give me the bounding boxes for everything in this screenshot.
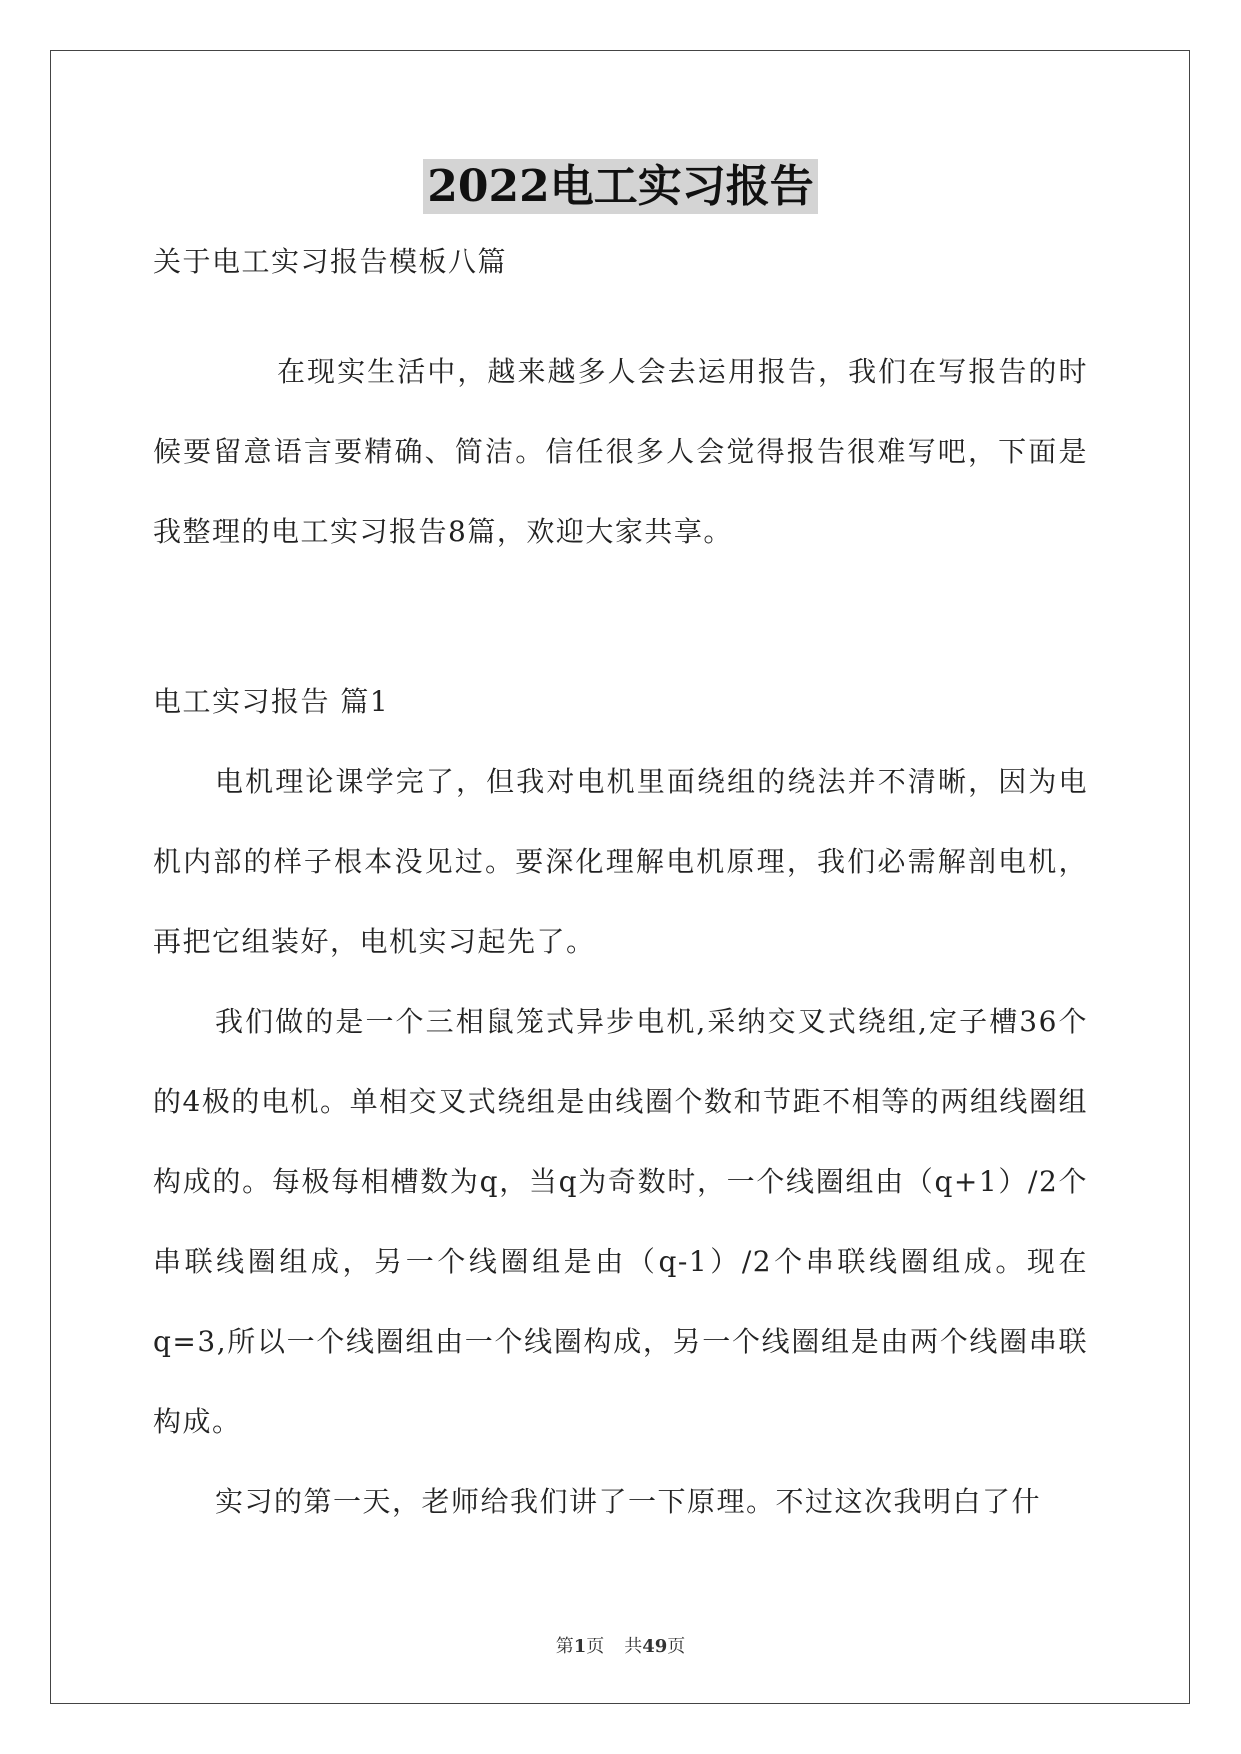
document-title: [0, 150, 1241, 214]
intro-paragraph: 在现实生活中，越来越多人会去运用报告，我们在写报告的时候要留意语言要精确、简洁。信任很多人会觉得报告很难写吧，下面是我整理的电工实习报告8篇，欢迎大家共享。: [153, 355, 1088, 548]
page-footer: [0, 1632, 1241, 1658]
page-prefix: 第: [555, 1636, 574, 1657]
total-prefix: 共: [624, 1636, 643, 1657]
body-paragraph-1: 电机理论课学完了，但我对电机里面绕组的绕法并不清晰，因为电机内部的样子根本没见过。要深化理解电机原理，我们必需解剖电机，再把它组装好，电机实习起先了。: [153, 765, 1088, 958]
document-title-text: 2022电工实习报告: [423, 159, 817, 214]
total-suffix: 页: [667, 1636, 686, 1657]
page-number: 1: [573, 1636, 587, 1657]
page-suffix: 页: [586, 1636, 605, 1657]
body-paragraph-2: 我们做的是一个三相鼠笼式异步电机,采纳交叉式绕组,定子槽36个的4极的电机。单相交叉式绕组是由线圈个数和节距不相等的两组线圈组构成的。每极每相槽数为q，当q为奇数时，一个线圈组由（q+1）/2个串联线圈组成，另一个线圈组是由（q-1）/2个串联线圈组成。现在q=3,所以一个线圈组由一个线圈构成，另一个线圈组是由两个线圈串联构成。: [153, 1005, 1088, 1438]
body-paragraph-3: 实习的第一天，老师给我们讲了一下原理。不过这次我明白了什: [215, 1485, 1042, 1518]
total-pages: 49: [642, 1636, 668, 1657]
section-heading: 电工实习报告 篇1: [153, 685, 390, 718]
document-subtitle: 关于电工实习报告模板八篇: [153, 245, 508, 278]
